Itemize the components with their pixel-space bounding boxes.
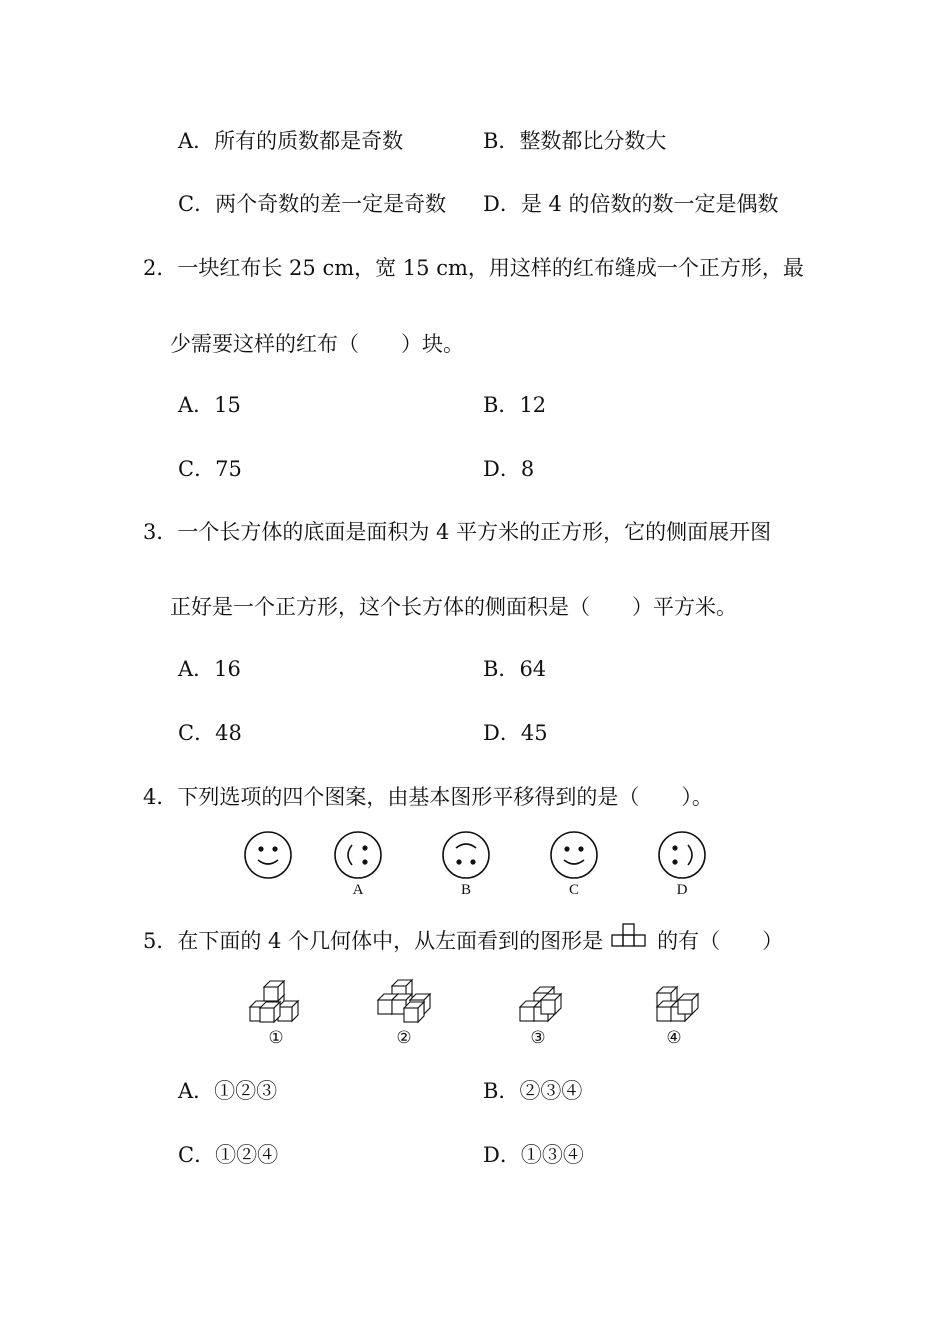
option-text: 两个奇数的差一定是奇数 bbox=[215, 192, 447, 216]
option-text: 8 bbox=[520, 457, 535, 481]
question-number: 4． bbox=[143, 785, 178, 809]
option-label: A． bbox=[178, 1079, 215, 1103]
solid-label-2: ② bbox=[396, 1028, 412, 1048]
base-smiley-icon bbox=[245, 832, 291, 878]
option-text: ①②④ bbox=[215, 1143, 279, 1167]
option-label: D． bbox=[483, 192, 521, 216]
option-label: A． bbox=[178, 393, 215, 417]
figure-label-a: A bbox=[352, 882, 364, 898]
q5-option-d bbox=[483, 1145, 584, 1166]
option-label: B． bbox=[483, 129, 520, 153]
option-text: 16 bbox=[214, 657, 241, 681]
figure-label-c: C bbox=[568, 882, 580, 898]
question-number: 3． bbox=[143, 520, 178, 544]
option-text: 64 bbox=[519, 657, 547, 681]
figure-label-b: B bbox=[460, 882, 472, 898]
q2-option-c bbox=[178, 459, 242, 480]
option-text: 48 bbox=[215, 721, 242, 745]
option-label: A． bbox=[178, 657, 215, 681]
figure-label-d: D bbox=[676, 882, 688, 898]
question-text-after: 的有（ ） bbox=[657, 929, 784, 953]
option-label: B． bbox=[483, 1079, 520, 1103]
q1-option-b bbox=[483, 131, 666, 152]
solid-4-icon bbox=[657, 987, 698, 1021]
option-label: B． bbox=[483, 657, 520, 681]
question-number: 5． bbox=[143, 929, 178, 953]
option-label: C． bbox=[178, 457, 216, 481]
q5-option-c bbox=[178, 1145, 278, 1166]
q5-stem bbox=[143, 931, 783, 952]
option-text: 15 bbox=[214, 393, 241, 417]
q5-option-b bbox=[483, 1081, 582, 1102]
option-d-face-icon bbox=[659, 832, 705, 878]
option-text: 45 bbox=[520, 721, 548, 745]
question-text-before: 在下面的 4 个几何体中，从左面看到的图形是 bbox=[177, 929, 604, 953]
solid-3-icon bbox=[520, 987, 561, 1021]
option-text: 所有的质数都是奇数 bbox=[214, 129, 404, 153]
solid-label-4: ④ bbox=[666, 1028, 682, 1048]
option-c-face-icon bbox=[551, 832, 597, 878]
question-text: 一块红布长 25 cm，宽 15 cm，用这样的红布缝成一个正方形，最 bbox=[177, 256, 804, 280]
solid-2-icon bbox=[378, 980, 430, 1022]
option-text: ①③④ bbox=[520, 1143, 584, 1167]
solid-label-3: ③ bbox=[530, 1028, 546, 1048]
option-text: 是 4 的倍数的数一定是偶数 bbox=[520, 192, 779, 216]
q3-option-c bbox=[178, 723, 242, 744]
q3-stem-line1 bbox=[143, 522, 771, 543]
option-label: D． bbox=[483, 1143, 521, 1167]
question-number: 2． bbox=[143, 256, 178, 280]
option-label: B． bbox=[483, 393, 520, 417]
q2-option-b bbox=[483, 395, 546, 416]
solid-1-icon bbox=[250, 981, 298, 1022]
option-text: ②③④ bbox=[519, 1079, 583, 1103]
solid-label-1: ① bbox=[268, 1028, 284, 1048]
question-text: 一个长方体的底面是面积为 4 平方米的正方形，它的侧面展开图 bbox=[177, 520, 772, 544]
option-b-face-icon bbox=[443, 832, 489, 878]
q3-stem-line2: 正好是一个正方形，这个长方体的侧面积是（ ）平方米。 bbox=[170, 595, 737, 619]
q2-stem-line2: 少需要这样的红布（ ）块。 bbox=[170, 332, 464, 356]
q3-option-d bbox=[483, 723, 548, 744]
q2-option-a bbox=[178, 395, 241, 416]
option-label: A． bbox=[178, 129, 215, 153]
option-text: ①②③ bbox=[214, 1079, 278, 1103]
left-view-shape-icon bbox=[603, 931, 657, 952]
option-label: C． bbox=[178, 721, 216, 745]
q5-option-a bbox=[178, 1081, 277, 1102]
option-label: D． bbox=[483, 721, 521, 745]
option-text: 75 bbox=[215, 457, 242, 481]
option-text: 12 bbox=[519, 393, 547, 417]
option-label: C． bbox=[178, 192, 216, 216]
q3-option-a bbox=[178, 659, 241, 680]
option-label: C． bbox=[178, 1143, 216, 1167]
q1-option-c bbox=[178, 194, 446, 215]
q1-option-d bbox=[483, 194, 779, 215]
option-label: D． bbox=[483, 457, 521, 481]
q2-option-d bbox=[483, 459, 534, 480]
question-text: 下列选项的四个图案，由基本图形平移得到的是（ ）。 bbox=[177, 785, 713, 809]
q2-stem-line1 bbox=[143, 258, 804, 279]
q1-option-a bbox=[178, 131, 403, 152]
q4-stem bbox=[143, 787, 713, 808]
option-a-face-icon bbox=[335, 832, 381, 878]
option-text: 整数都比分数大 bbox=[519, 129, 667, 153]
q3-option-b bbox=[483, 659, 546, 680]
